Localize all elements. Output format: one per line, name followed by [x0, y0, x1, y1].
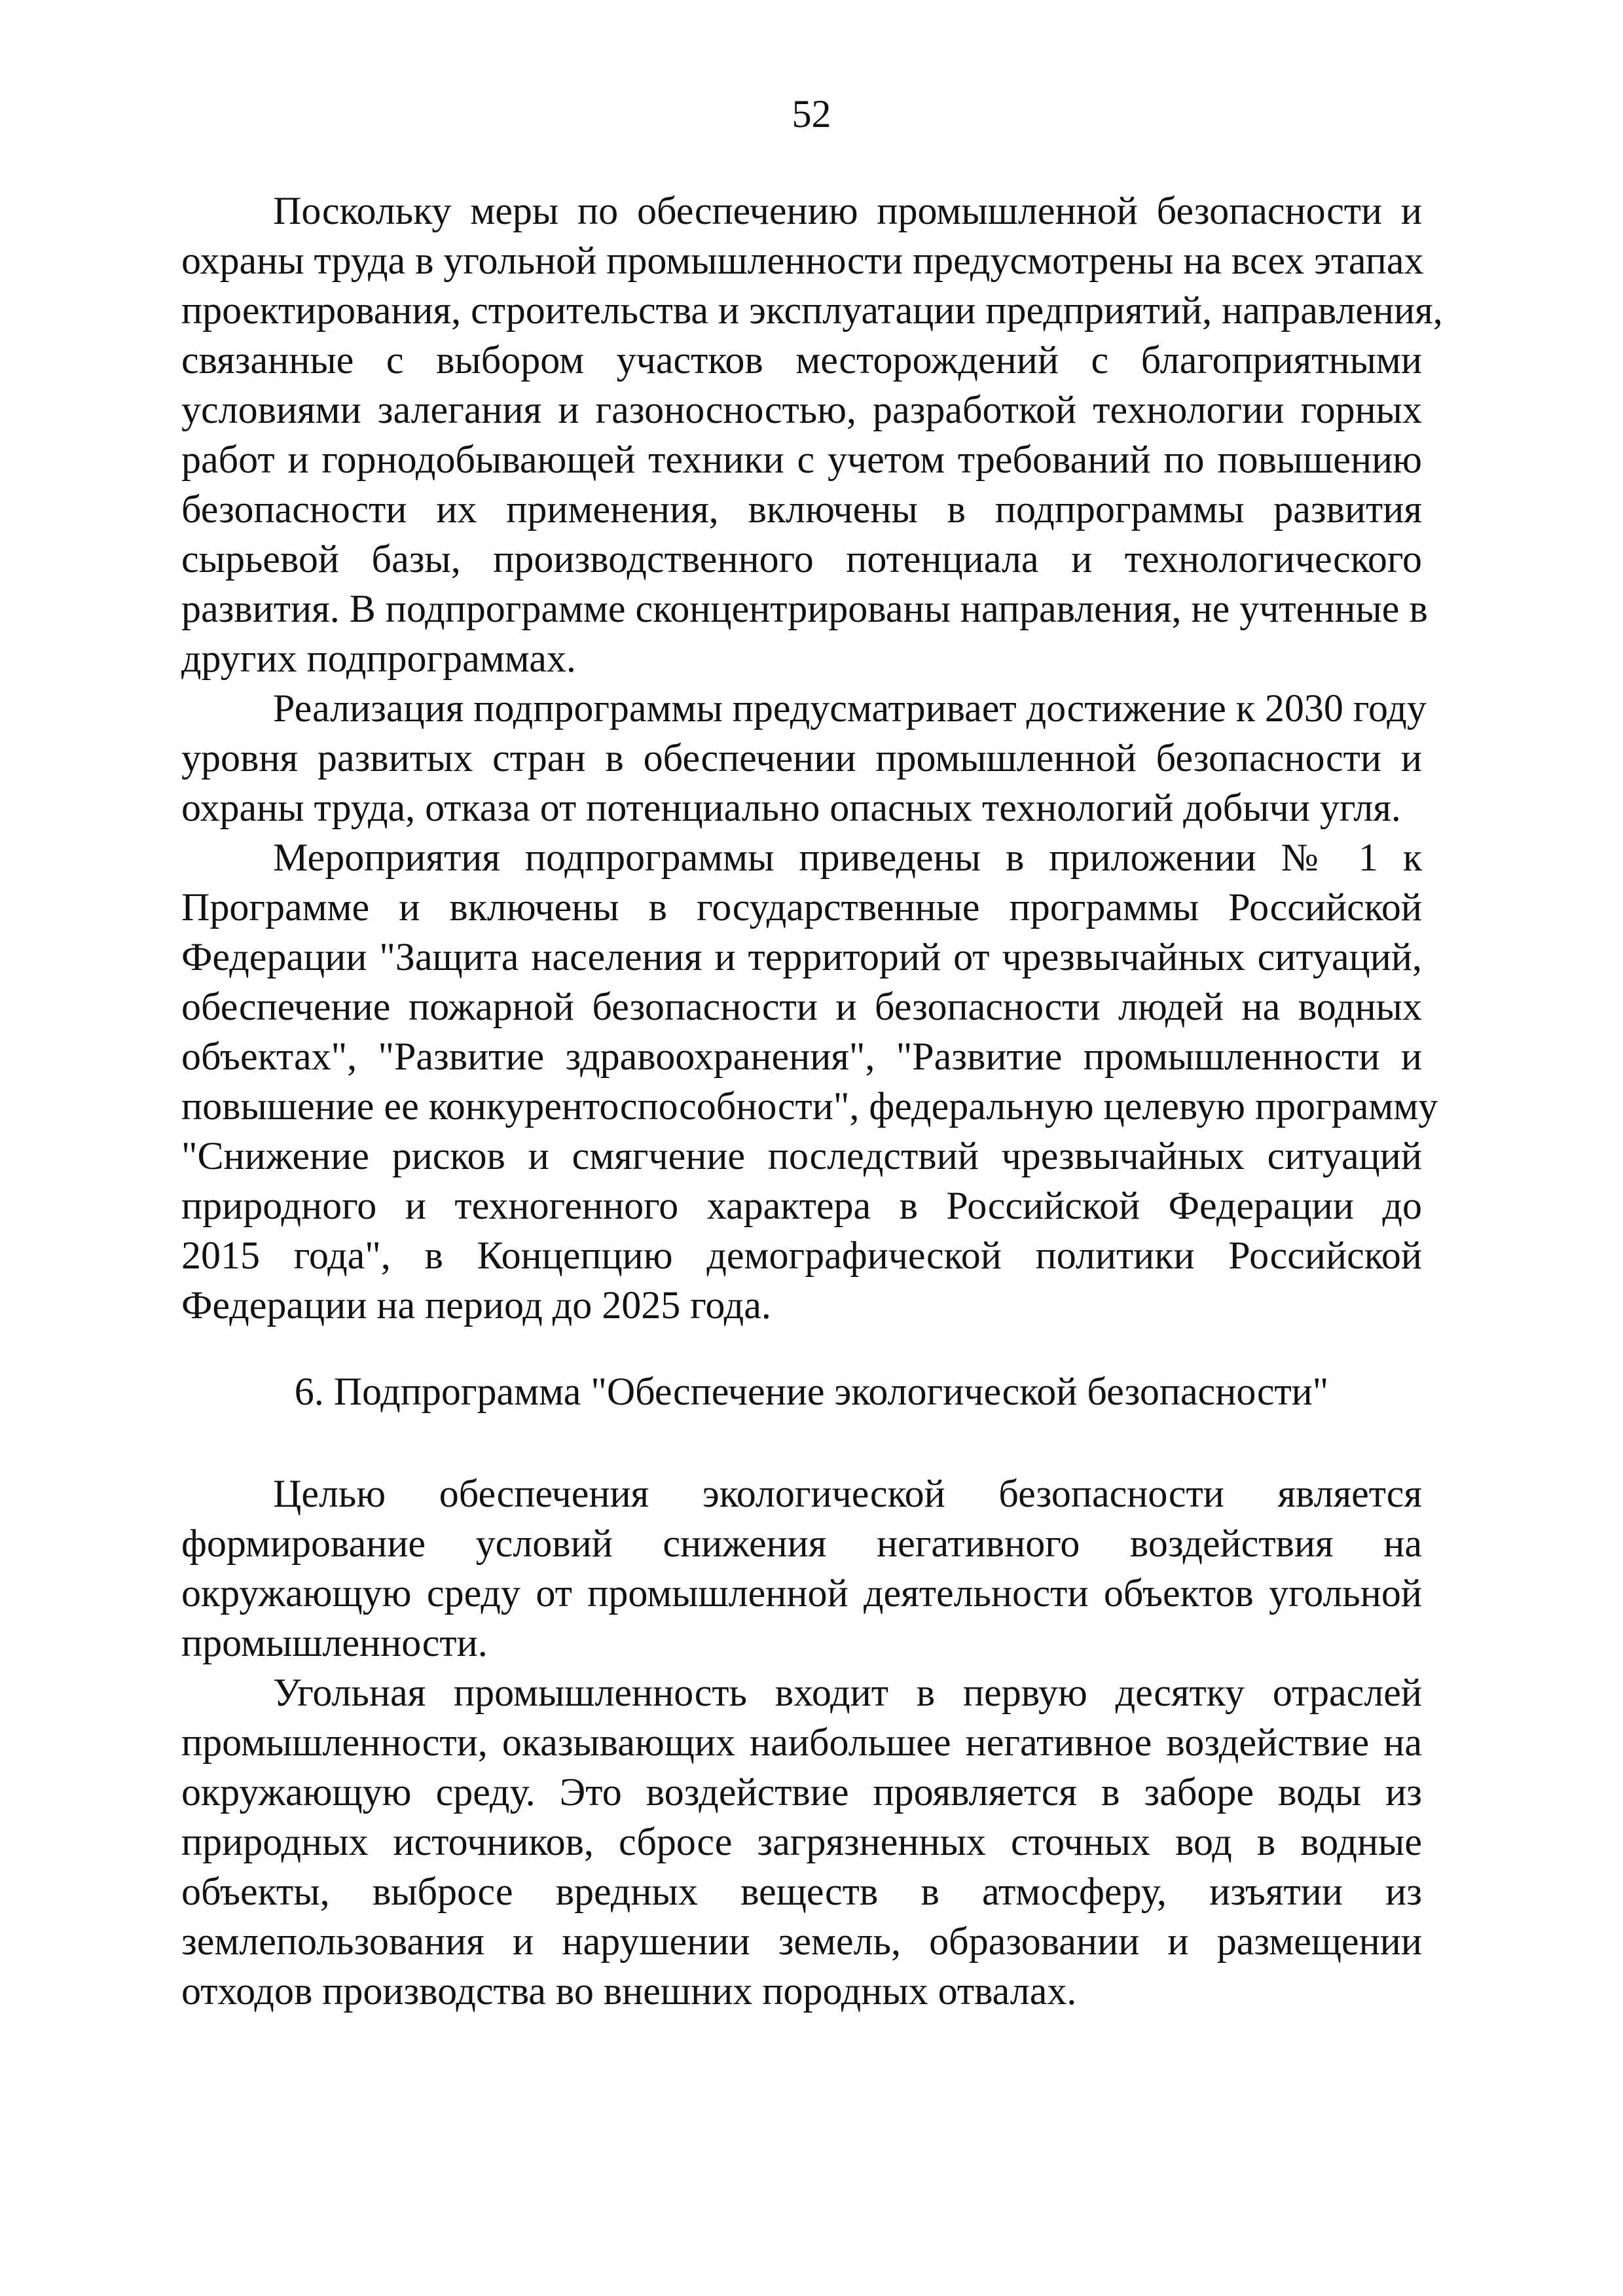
text-line: окружающую среду. Это воздействие проявляется в заборе воды из	[181, 1770, 1422, 1814]
text-line: условиями залегания и газоносностью, разработкой технологии горных	[181, 388, 1422, 431]
text-line: Программе и включены в государственные программы Российской	[181, 886, 1422, 929]
body-text-before-section	[181, 186, 1443, 1330]
text-line: природного и техногенного характера в Российской Федерации до	[181, 1184, 1422, 1227]
text-line: Целью обеспечения экологической безопасности является	[273, 1472, 1422, 1515]
text-line: безопасности их применения, включены в подпрограммы развития	[181, 488, 1422, 531]
text-line: окружающую среду от промышленной деятельности объектов угольной	[181, 1571, 1422, 1615]
paragraph	[181, 186, 1443, 683]
text-line: объектах", "Развитие здравоохранения", "Развитие промышленности и	[181, 1035, 1422, 1078]
section-body-text	[181, 1469, 1422, 2016]
text-line: связанные с выбором участков месторождений с благоприятными	[181, 338, 1422, 382]
paragraph	[181, 1668, 1422, 2016]
text-line: природных источников, сбросе загрязненных сточных вод в водные	[181, 1820, 1422, 1863]
text-line: "Снижение рисков и смягчение последствий чрезвычайных ситуаций	[181, 1134, 1422, 1177]
text-line: других подпрограммах.	[181, 637, 576, 680]
text-line: обеспечение пожарной безопасности и безопасности людей на водных	[181, 985, 1422, 1028]
text-line: промышленности.	[181, 1621, 488, 1664]
text-line: повышение ее конкурентоспособности", федеральную целевую программу	[181, 1085, 1438, 1128]
text-line: проектирования, строительства и эксплуатации предприятий, направления,	[181, 289, 1443, 332]
text-line: развития. В подпрограмме сконцентрированы направления, не учтенные в	[181, 587, 1428, 630]
text-line: Реализация подпрограммы предусматривает достижение к 2030 году	[273, 687, 1427, 730]
text-line: Поскольку меры по обеспечению промышленной безопасности и	[273, 189, 1422, 232]
paragraph	[181, 1469, 1422, 1668]
section-heading: 6. Подпрограмма "Обеспечение экологической безопасности"	[294, 1370, 1329, 1413]
text-line: землепользования и нарушении земель, образовании и размещении	[181, 1920, 1422, 1963]
page-number: 52	[792, 92, 831, 135]
text-line: формирование условий снижения негативного воздействия на	[181, 1522, 1422, 1565]
text-line: объекты, выбросе вредных веществ в атмосферу, изъятии из	[181, 1870, 1422, 1913]
text-line: сырьевой базы, производственного потенциала и технологического	[181, 537, 1422, 581]
text-line: промышленности, оказывающих наибольшее негативное воздействие на	[181, 1721, 1422, 1764]
text-line: 2015 года", в Концепцию демографической политики Российской	[181, 1234, 1422, 1277]
text-line: Федерации на период до 2025 года.	[181, 1283, 771, 1327]
text-line: Мероприятия подпрограммы приведены в приложении № 1 к	[273, 836, 1422, 879]
text-line: работ и горнодобывающей техники с учетом требований по повышению	[181, 438, 1422, 481]
text-line: охраны труда, отказа от потенциально опасных технологий добычи угля.	[181, 786, 1401, 829]
text-line: уровня развитых стран в обеспечении промышленной безопасности и	[181, 736, 1422, 780]
text-line: Федерации "Защита населения и территорий от чрезвычайных ситуаций,	[181, 935, 1422, 978]
text-line: Угольная промышленность входит в первую десятку отраслей	[273, 1671, 1422, 1714]
paragraph	[181, 683, 1427, 833]
text-line: отходов производства во внешних породных отвалах.	[181, 1969, 1077, 2013]
text-line: охраны труда в угольной промышленности предусмотрены на всех этапах	[181, 239, 1424, 282]
paragraph	[181, 833, 1438, 1330]
